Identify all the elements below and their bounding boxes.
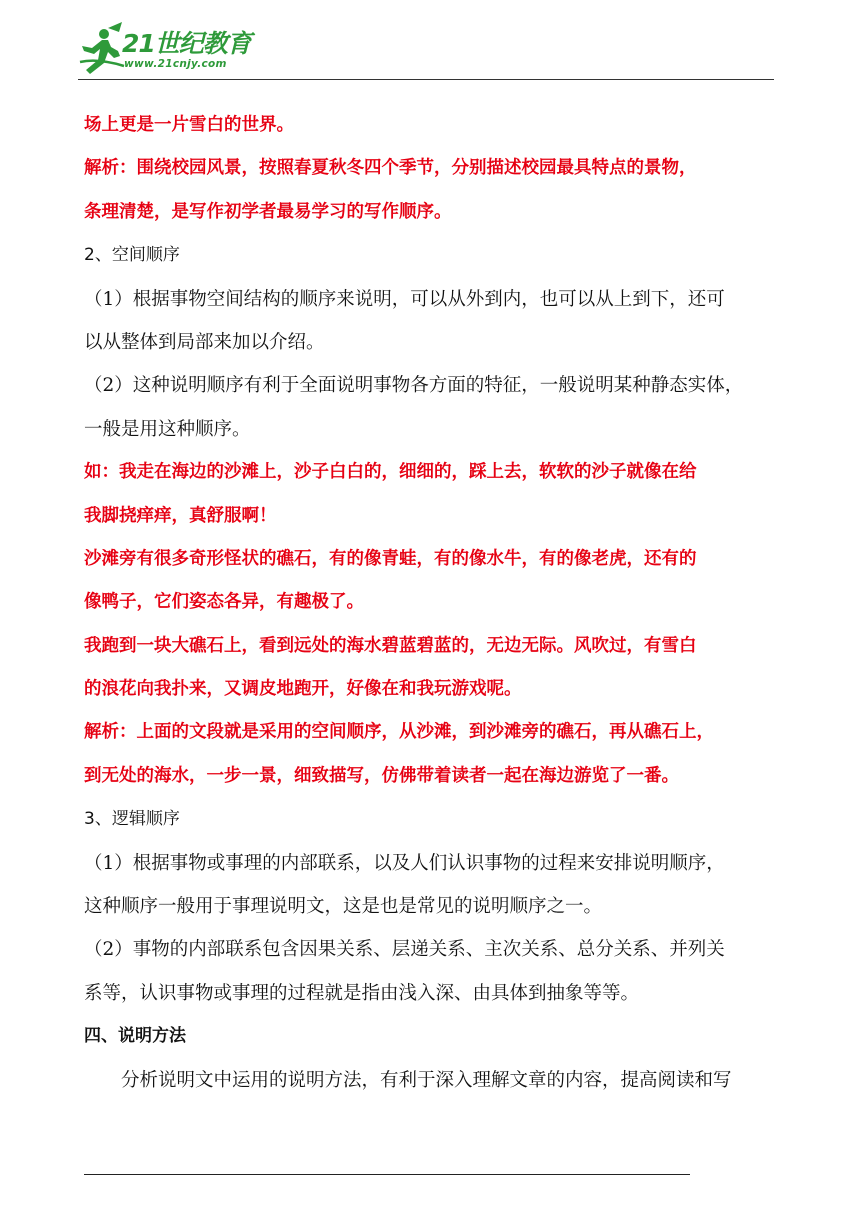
document-body xyxy=(84,104,784,1102)
text-line: （1）根据事物空间结构的顺序来说明，可以从外到内，也可以从上到下，还可 xyxy=(84,288,725,310)
logo-text: 21世纪教育 xyxy=(122,29,251,58)
section-heading: 3、逻辑顺序 xyxy=(84,809,180,830)
text-line: （1）根据事物或事理的内部联系，以及人们认识事物的过程来安排说明顺序， xyxy=(84,852,725,874)
text-line: （2）事物的内部联系包含因果关系、层递关系、主次关系、总分关系、并列关 xyxy=(84,939,725,961)
page-header xyxy=(78,18,774,80)
text-line: 以从整体到局部来加以介绍。 xyxy=(84,331,325,353)
text-line: 沙滩旁有很多奇形怪状的礁石，有的像青蛙，有的像水牛，有的像老虎，还有的 xyxy=(84,548,697,569)
text-line: 一般是用这种顺序。 xyxy=(84,418,251,440)
section-heading: 2、空间顺序 xyxy=(84,245,180,266)
footer-divider xyxy=(84,1174,690,1175)
text-line: 的浪花向我扑来，又调皮地跑开，好像在和我玩游戏呢。 xyxy=(84,679,522,700)
text-line: 解析：围绕校园风景，按照春夏秋冬四个季节，分别描述校园最具特点的景物， xyxy=(84,158,697,179)
text-line: 到无处的海水，一步一景，细致描写，仿佛带着读者一起在海边游览了一番。 xyxy=(84,765,679,786)
text-line: 系等，认识事物或事理的过程就是指由浅入深、由具体到抽象等等。 xyxy=(84,982,640,1004)
text-line: 我脚挠痒痒，真舒服啊！ xyxy=(84,505,277,526)
logo xyxy=(78,18,251,78)
section-heading: 四、说明方法 xyxy=(84,1026,186,1047)
text-line: 这种顺序一般用于事理说明文，这是也是常见的说明顺序之一。 xyxy=(84,896,603,918)
running-figure-icon xyxy=(78,18,126,76)
text-line: 我跑到一块大礁石上，看到远处的海水碧蓝碧蓝的，无边无际。风吹过，有雪白 xyxy=(84,635,697,656)
text-line: 像鸭子，它们姿态各异，有趣极了。 xyxy=(84,592,364,613)
logo-url: www.21cnjy.com xyxy=(124,58,227,70)
text-line: 解析：上面的文段就是采用的空间顺序，从沙滩，到沙滩旁的礁石，再从礁石上， xyxy=(84,722,714,743)
header-divider xyxy=(78,79,774,80)
text-line: （2）这种说明顺序有利于全面说明事物各方面的特征，一般说明某种静态实体， xyxy=(84,375,744,397)
text-line: 如：我走在海边的沙滩上，沙子白白的，细细的，踩上去，软软的沙子就像在给 xyxy=(84,462,697,483)
text-line: 条理清楚，是写作初学者最易学习的写作顺序。 xyxy=(84,201,452,222)
text-line: 分析说明文中运用的说明方法，有利于深入理解文章的内容，提高阅读和写 xyxy=(121,1069,732,1091)
text-line: 场上更是一片雪白的世界。 xyxy=(84,115,294,135)
